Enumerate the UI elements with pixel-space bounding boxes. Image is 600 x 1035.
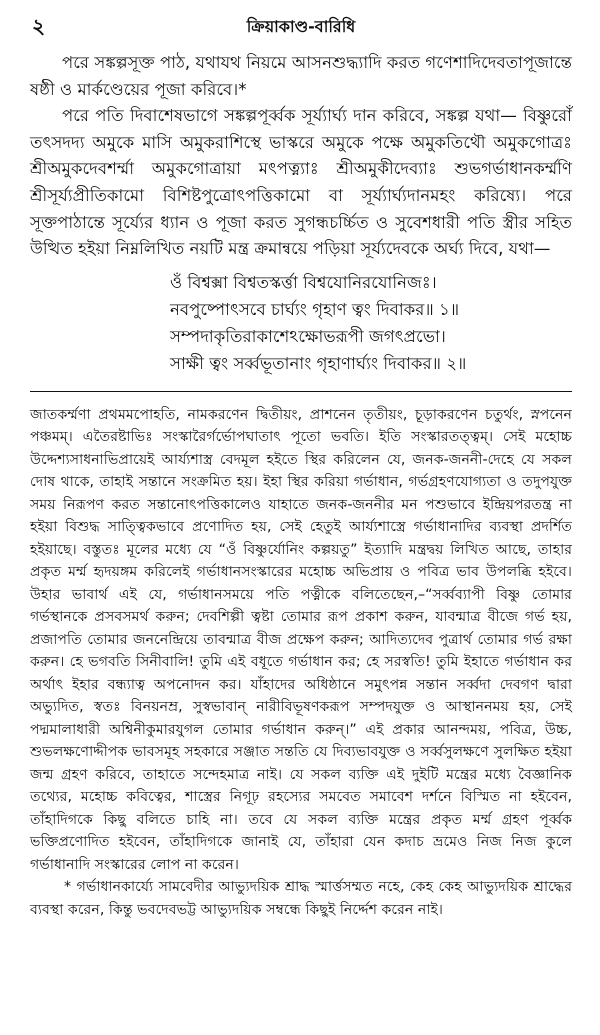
main-text <box>30 50 572 263</box>
running-title: ক্রিয়াকাণ্ড-বারিধি <box>246 17 356 36</box>
verse-line: নবপুষ্পোৎসবে চার্ঘ্যং গৃহাণ ত্বং দিবাকর॥ ১॥ <box>170 299 460 319</box>
footnote-paragraph: জাতকর্ম্মণা প্রথমমপোহতি, নামকরণেন দ্বিতীয়ং, প্রাশনেন তৃতীয়ং, চূড়াকরণেন চতুর্থং, স্নপনেন পঞ্চমম্। এতৈরষ্টাভিঃ সংস্কারৈর্গর্ভোপঘাতাৎ পূতো ভবতি। ইতি সংস্কারতত্ত্বম্। সেই মহোচ্চ উদ্দেশ্যসাধনাভিপ্রায়েই আর্য্যশাস্ত্র বেদমূল হইতে স্থির করিলেন যে, জনক-জননী-দেহে যে সকল দোষ থাকে, তাহাই সন্তানে সংক্রমিত হয়। ইহা স্থির করিয়া গর্ভাধান, গর্ভগ্রহণযোগ্যতা ও তদুপযুক্ত সময় নিরূপণ করত সন্তানোৎপত্তিকালেও যাহাতে জনক-জননীর মন পশুভাবে ইন্দ্রিয়পরতন্ত্র না হইয়া বিশুদ্ধ সাত্ত্বিকভাবে প্রণোদিত হয়, সেই হেতুই আর্য্যশাস্ত্রে গর্ভাধানাদির ব্যবস্থা প্রদর্শিত হইয়াছে। বস্তুতঃ মূলের মধ্যে যে “ওঁ বিষ্ণুর্যোনিং কল্পয়তু” ইত্যাদি মন্ত্রদ্বয় লিখিত আছে, তাহার প্রকৃত মর্ম্ম হৃদয়ঙ্গম করিলেই গর্ভাধানসংস্কারের মহোচ্চ অভিপ্রায় ও পবিত্র ভাব উপলব্ধি হইবে। উহার ভাবার্থ এই যে, গর্ভাধানসময়ে পতি পত্নীকে বলিতেছেন,–“সর্ব্বব্যাপী বিষ্ণু তোমার গর্ভস্থানকে প্রসবসমর্থ করুন; দেবশিল্পী ত্বষ্টা তোমার রূপ প্রকাশ করুন, যাবন্মাত্র বীজে গর্ভ হয়, প্রজাপতি তোমার জননেন্দ্রিয়ে তাবন্মাত্র বীজ প্রক্ষেপ করুন; আদিত্যদেব পুত্রার্থ তোমার গর্ভ রক্ষা করুন। হে ভগবতি সিনীবালি! তুমি এই বধূতে গর্ভাধান কর; হে সরস্বতি! তুমি ইহাতে গর্ভাধান কর অর্থাৎ ইহার বন্ধ্যাত্ব অপনোদন কর। যাঁহাদের অধিষ্ঠানে সমুৎপন্ন সন্তান সর্ব্বদা দেবগণ দ্বারা অভ্যুদিত, স্বতঃ বিনয়নম্র, সুস্বভাবান্ নারীবিভূষণকরূপ সম্পদযুক্ত ও আস্থাননময় হয়, সেই পদ্মমালাধারী অশ্বিনীকুমারযুগল তোমার গর্ভাধান করুন্।” এই প্রকার আনন্দময়, পবিত্র, উচ্চ, শুভলক্ষণোদ্দীপক ভাবসমূহ সহকারে সঞ্জাত সন্ততি যে দিব্যভাবযুক্ত ও সর্ব্বসুলক্ষণে সুলক্ষিত হইয়া জন্ম গ্রহণ করিবে, তাহাতে সন্দেহমাত্র নাই। যে সকল ব্যক্তি এই দুইটি মন্ত্রের মধ্যে বৈজ্ঞানিক তথ্যের, মহোচ্চ কবিত্বের, শাস্ত্রের নিগূঢ় রহস্যের সমবেত সমাবেশ দর্শনে বিস্মিত না হইবেন, তাঁহাদিগকে কিছু বলিতে চাহি না। তবে যে সকল ব্যক্তি মন্ত্রের প্রকৃত মর্ম্ম গ্রহণ পূর্ব্বক ভক্তিপ্রণোদিত হইবেন, তাঁহাদিগকে জানাই যে, তাঁহারা যেন কদাচ ভ্রমেও নিজ নিজ কুলে গর্ভাধানাদি সংস্কারের লোপ না করেন। <box>30 406 572 873</box>
verse-line: ওঁ বিশ্বক্সা বিশ্বতস্কর্ত্তা বিশ্বযোনিরযোনিজঃ। <box>170 272 437 292</box>
verse-line: সম্পদাকৃতিরাকাশেঽক্ষোভরূপী জগৎপ্রভো। <box>170 326 446 346</box>
footnote-section <box>30 404 572 922</box>
verse-line: সাক্ষী ত্বং সর্ব্বভূতানাং গৃহাণার্ঘ্যং দিবাকর॥ ২॥ <box>170 353 467 373</box>
footnote-divider <box>30 391 572 392</box>
mantra-verse <box>30 269 572 377</box>
footnote-asterisk-note: * গর্ভাধানকার্য্যে সামবেদীর আভ্যুদয়িক শ্রাদ্ধ স্মার্ত্তসম্মত নহে, কেহ কেহ আভ্যুদয়িক শ্রাদ্ধের ব্যবস্থা করেন, কিন্তু ভবদেবভট্ট আভ্যুদয়িক সম্বন্ধে কিছুই নির্দ্দেশ করেন নাই। <box>30 879 572 918</box>
main-paragraph: পরে পতি দিবাশেষভাগে সঙ্কল্পপূর্ব্বক সূর্য্যার্ঘ্য দান করিবে, সঙ্কল্প যথা— বিষ্ণুরোঁ তৎসদদ্য অমুকে মাসি অমুকরাশিস্থে ভাস্করে অমুকে পক্ষে অমুকতিথৌ অমুকগোত্রঃ শ্রীঅমুকদেবশর্ম্মা অমুকগোত্রায়া মৎপত্ন্যাঃ শ্রীঅমুকীদেব্যাঃ শুভগর্ভাধানকর্ম্মণি শ্রীসূর্য্যপ্রীতিকামো বিশিষ্টপুত্রোৎপত্তিকামো বা সূর্য্যার্ঘ্যদানমহং করিষ্যে। পরে সূক্তপাঠান্তে সূর্য্যের ধ্যান ও পূজা করত সুগন্ধচর্চ্চিত ও সুবেশধারী পতি স্ত্রীর সহিত উত্থিত হইয়া নিম্নলিখিত নয়টি মন্ত্র ক্রমান্বয়ে পড়িয়া সূর্য্যদেবকে অর্ঘ্য দিবে, যথা— <box>30 106 572 259</box>
page-number: ২ <box>32 14 46 38</box>
main-paragraph: পরে সঙ্কল্পসূক্ত পাঠ, যথাযথ নিয়মে আসনশুদ্ধ্যাদি করত গণেশাদিদেবতাপূজান্তে ষষ্ঠী ও মার্কণ্ডেয়ের পূজা করিবে।* <box>30 53 572 99</box>
page-header <box>30 0 572 50</box>
